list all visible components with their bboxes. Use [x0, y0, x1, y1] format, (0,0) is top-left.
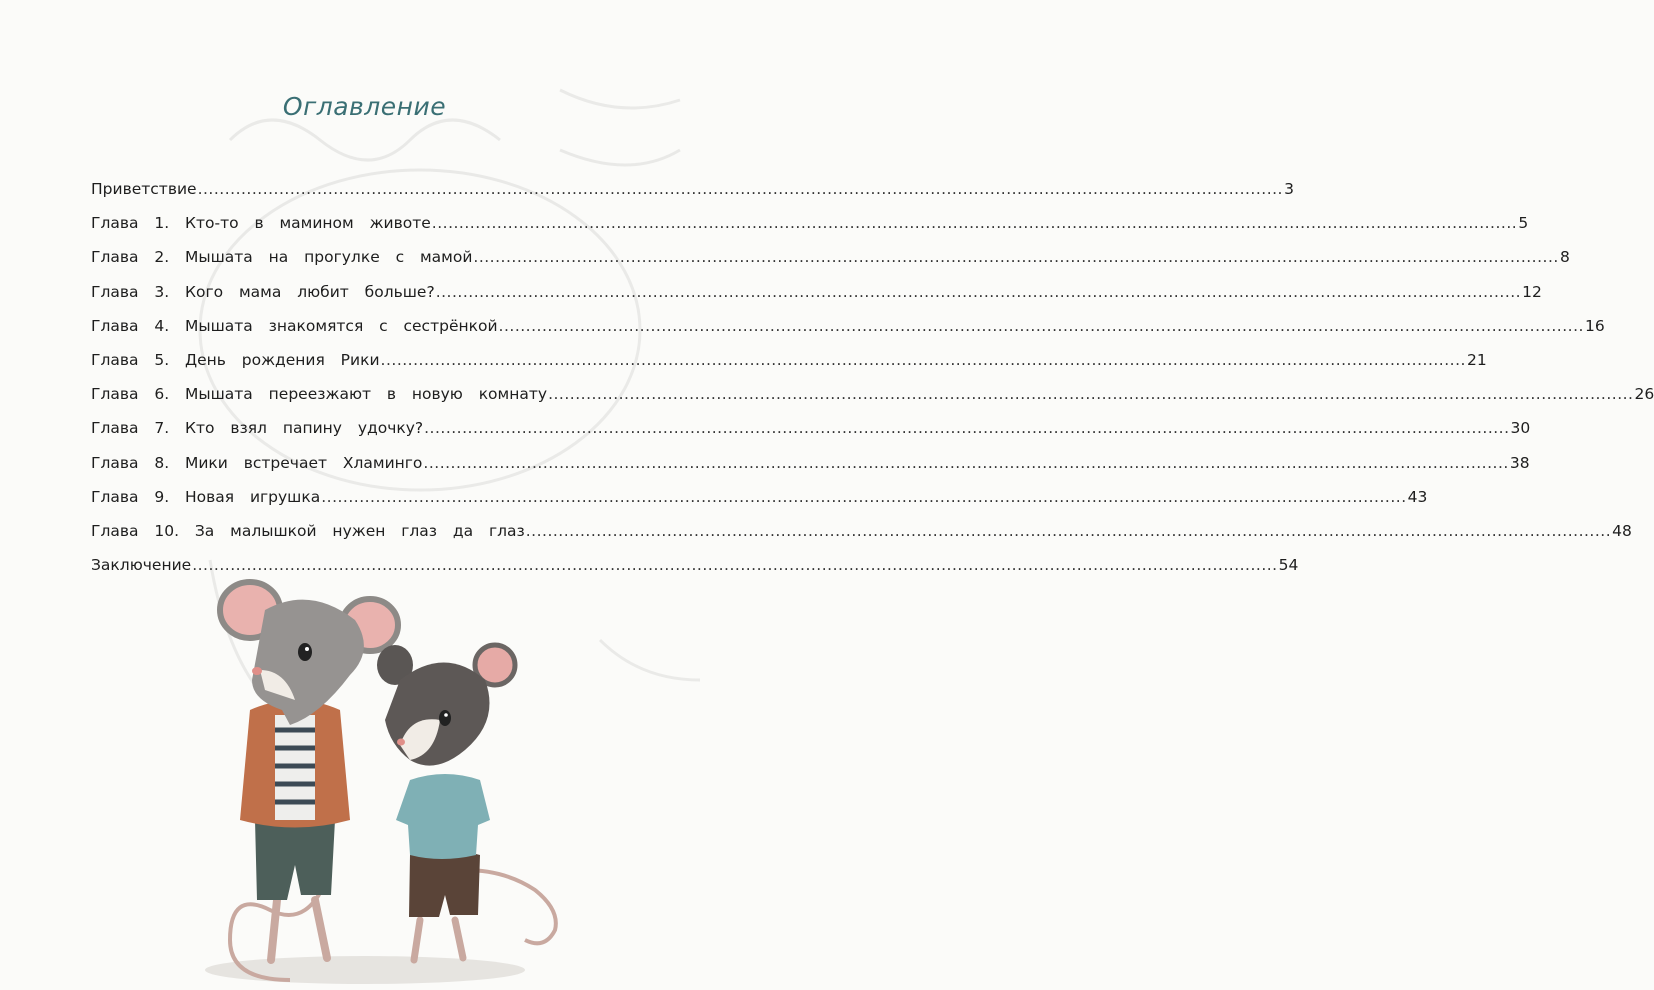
toc-entry-label: Глава 7. Кто взял папину удочку? [91, 419, 424, 438]
toc-entry [91, 451, 1530, 485]
toc-entry [91, 519, 1632, 553]
toc-leader-dots: ........................................................................................................................................................................................................ [424, 419, 1510, 438]
table-of-contents [91, 177, 1654, 587]
toc-entry-label: Приветствие [91, 180, 197, 198]
toc-leader-dots: ........................................................................................................................................................................................................ [525, 521, 1612, 540]
toc-entry-label: Глава 6. Мышата переезжают в новую комнату [91, 385, 548, 404]
toc-leader-dots: ........................................................................................................................................................................................................ [380, 350, 1466, 369]
toc-leader-dots: ........................................................................................................................................................................................................ [423, 453, 1509, 472]
toc-entry-page: 12 [1522, 282, 1542, 301]
toc-entry-page: 16 [1584, 316, 1605, 335]
toc-entry-page: 8 [1559, 248, 1570, 267]
toc-leader-dots: ........................................................................................................................................................................................................ [473, 248, 1559, 267]
toc-entry [91, 485, 1428, 519]
toc-leader-dots: ........................................................................................................................................................................................................ [548, 385, 1634, 404]
toc-entry [91, 211, 1529, 245]
toc-entry-page: 48 [1612, 521, 1632, 540]
toc-leader-dots: ........................................................................................................................................................................................................ [435, 282, 1522, 301]
toc-entry [91, 177, 1294, 211]
toc-entry [91, 348, 1487, 382]
toc-entry [91, 245, 1570, 279]
toc-entry [91, 382, 1654, 416]
toc-leader-dots: ........................................................................................................................................................................................................ [321, 487, 1407, 506]
toc-entry-page: 3 [1284, 180, 1294, 198]
toc-leader-dots: ........................................................................................................................................................................................................ [197, 180, 1283, 198]
toc-entry-label: Заключение [91, 556, 192, 575]
toc-entry-page: 21 [1466, 350, 1487, 369]
toc-entry-page: 5 [1518, 214, 1529, 233]
toc-entry-label: Глава 5. День рождения Рики [91, 350, 380, 369]
mice-illustration [205, 570, 565, 990]
toc-entry-label: Глава 2. Мышата на прогулке с мамой [91, 248, 473, 267]
toc-entry-label: Глава 4. Мышата знакомятся с сестрёнкой [91, 316, 498, 335]
toc-entry [91, 280, 1542, 314]
toc-entry [91, 416, 1531, 450]
page-title: Оглавление [282, 92, 447, 121]
toc-leader-dots: ........................................................................................................................................................................................................ [498, 316, 1584, 335]
toc-entry-page: 26 [1634, 385, 1654, 404]
toc-entry [91, 314, 1605, 348]
toc-entry-label: Глава 1. Кто-то в мамином животе [91, 214, 431, 233]
toc-entry-label: Глава 10. За малышкой нужен глаз да глаз [91, 521, 525, 540]
toc-entry-page: 43 [1407, 487, 1428, 506]
toc-entry-label: Глава 3. Кого мама любит больше? [91, 282, 435, 301]
toc-entry-page: 38 [1509, 453, 1530, 472]
toc-entry-label: Глава 8. Мики встречает Хламинго [91, 453, 423, 472]
toc-leader-dots: ........................................................................................................................................................................................................ [431, 214, 1518, 233]
toc-leader-dots: ........................................................................................................................................................................................................ [192, 556, 1278, 575]
toc-entry-label: Глава 9. Новая игрушка [91, 487, 321, 506]
toc-entry-page: 30 [1510, 419, 1531, 438]
toc-entry-page: 54 [1278, 556, 1299, 575]
